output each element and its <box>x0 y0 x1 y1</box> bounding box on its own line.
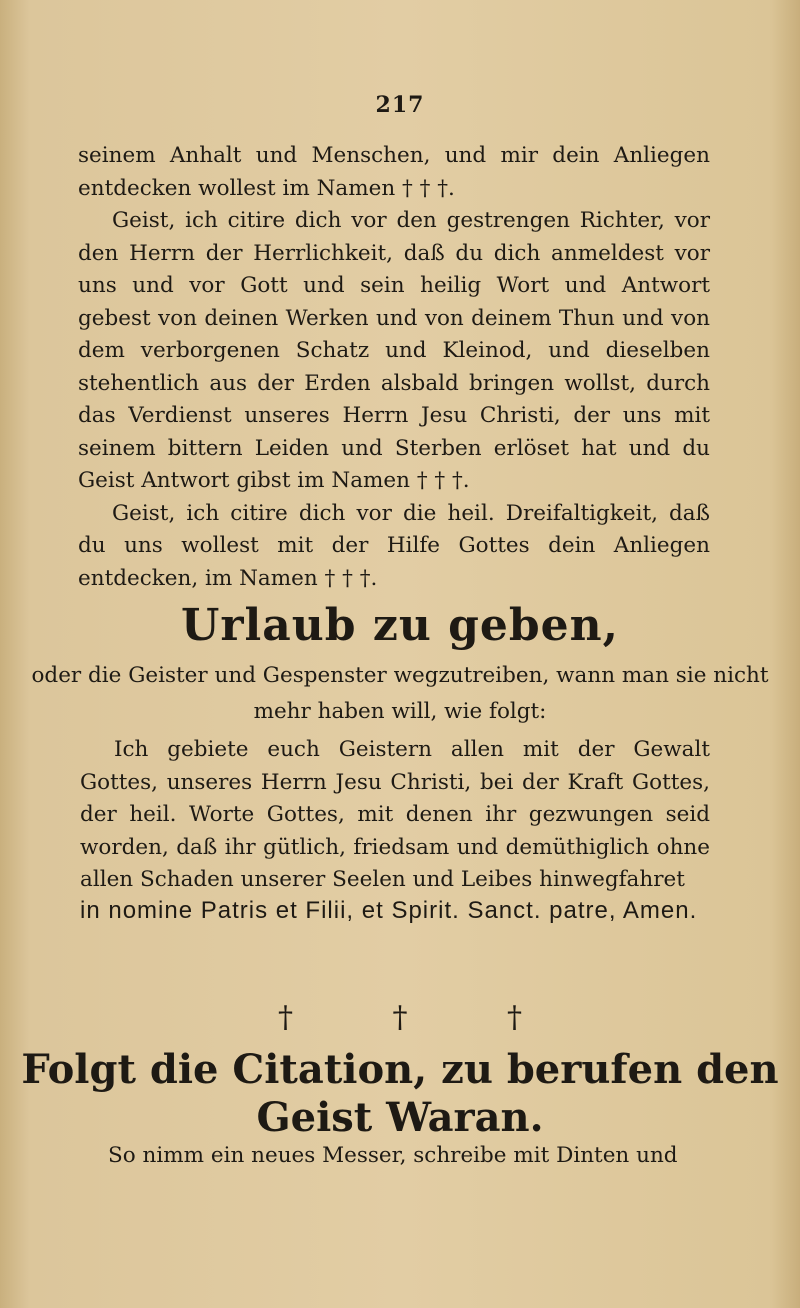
paragraph: seinem Anhalt und Menschen, und mir dein Anliegen entdecken wollest im Namen † † †. <box>78 143 710 201</box>
latin-formula: in nomine Patris et Filii, et Spirit. Sanct. patre, Amen. <box>80 897 698 924</box>
page-number: 217 <box>375 92 425 118</box>
body-text-bottom: So nimm ein neues Messer, schreibe mit Dinten und <box>108 1143 678 1168</box>
section-subheading: oder die Geister und Gespenster wegzutreiben, wann man sie nicht mehr haben will, wie folgt: <box>31 663 769 724</box>
paragraph: Ich gebiete euch Geistern allen mit der Gewalt Gottes, unseres Herrn Jesu Christi, bei der Kraft Gottes, der heil. Worte Gottes, mit denen ihr gezwungen seid worden, daß ihr gütlich, friedsam und demüthiglich ohne allen Schaden unserer Seelen und Leibes hinwegfahret <box>80 737 710 892</box>
section-heading-2: Folgt die Citation, zu berufen den Geist Waran. <box>21 1046 779 1141</box>
paragraph: Geist, ich citire dich vor die heil. Dreifaltigkeit, daß du uns wollest mit der Hilfe Gottes dein Anliegen entdecken, im Namen † † †. <box>78 500 710 591</box>
crosses: † † † <box>277 1000 523 1035</box>
body-text-middle <box>80 734 710 897</box>
section-heading: Urlaub zu geben, <box>181 600 619 651</box>
paragraph: Geist, ich citire dich vor den gestrengen Richter, vor den Herrn der Herrlichkeit, daß du dich anmeldest vor uns und vor Gott und sein heilig Wort und Antwort gebest von deinen Werken und von deinem Thun und von dem verborgenen Schatz und Kleinod, und dieselben stehentlich aus der Erden alsbald bringen wollst, durch das Verdienst unseres Herrn Jesu Christi, der uns mit seinem bittern Leiden und Sterben erlöset hat und du Geist Antwort gibst im Namen † † †. <box>78 208 710 493</box>
body-text-top <box>78 140 710 595</box>
